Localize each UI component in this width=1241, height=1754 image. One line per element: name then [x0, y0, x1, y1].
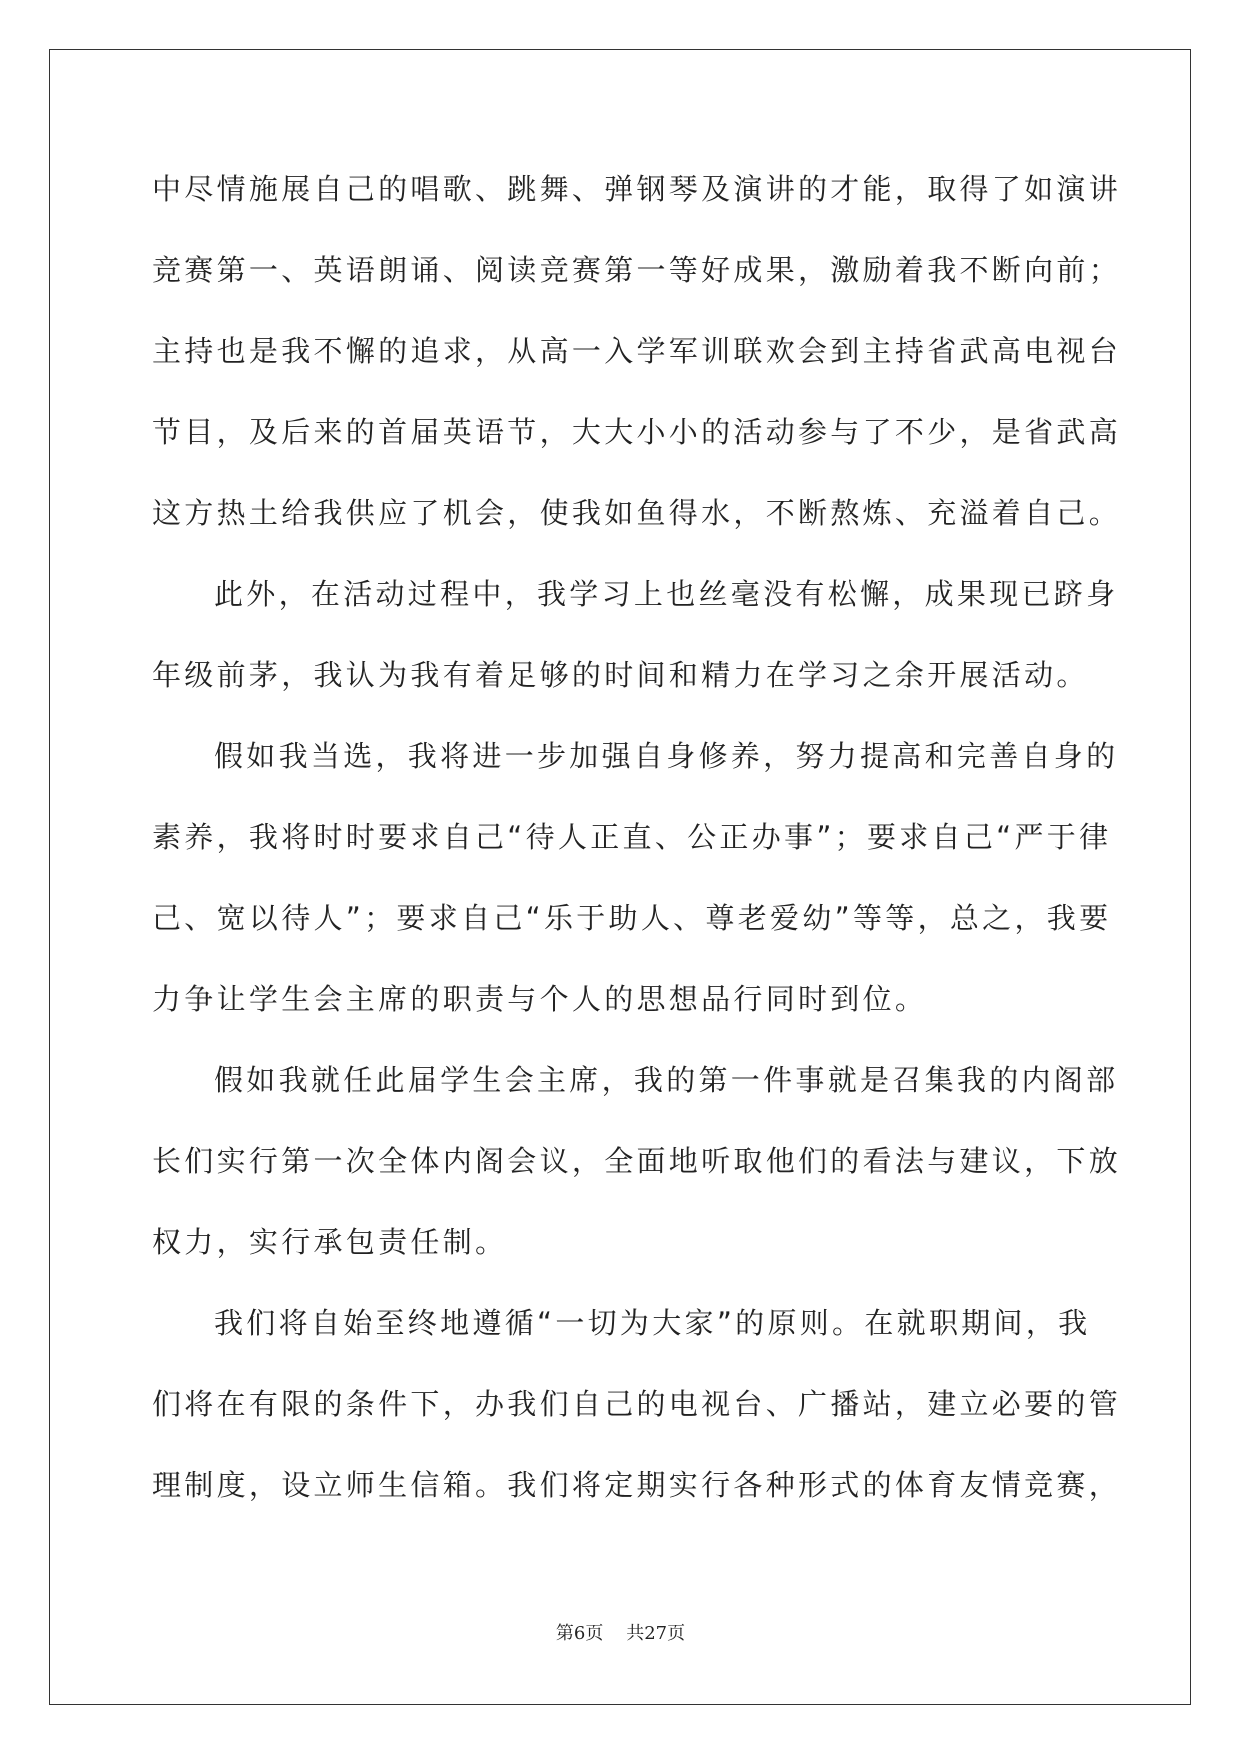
text-line: 这方热土给我供应了机会，使我如鱼得水，不断熬炼、充溢着自己。 [152, 496, 1122, 530]
page-footer [0, 1619, 1241, 1645]
document-body [152, 160, 1122, 1537]
text-line: 主持也是我不懈的追求，从高一入学军训联欢会到主持省武高电视台 [152, 334, 1122, 368]
text-line: 们将在有限的条件下，办我们自己的电视台、广播站，建立必要的管 [152, 1387, 1122, 1421]
text-line: 权力，实行承包责任制。 [152, 1225, 508, 1259]
paragraph-first-line: 此外，在活动过程中，我学习上也丝毫没有松懈，成果现已跻身 [214, 577, 1119, 611]
text-line: 素养，我将时时要求自己“待人正直、公正办事”；要求自己“严于律 [152, 820, 1112, 854]
text-line: 力争让学生会主席的职责与个人的思想品行同时到位。 [152, 982, 928, 1016]
text-line: 竞赛第一、英语朗诵、阅读竞赛第一等好成果，激励着我不断向前； [152, 253, 1122, 287]
text-line: 中尽情施展自己的唱歌、跳舞、弹钢琴及演讲的才能，取得了如演讲 [152, 172, 1122, 206]
text-line: 己、宽以待人”；要求自己“乐于助人、尊老爱幼”等等，总之，我要 [152, 901, 1112, 935]
page-number: 第6页 [555, 1623, 604, 1644]
paragraph-first-line: 假如我当选，我将进一步加强自身修养，努力提高和完善自身的 [214, 739, 1119, 773]
text-line: 节目，及后来的首届英语节，大大小小的活动参与了不少，是省武高 [152, 415, 1122, 449]
text-line: 理制度，设立师生信箱。我们将定期实行各种形式的体育友情竞赛， [152, 1468, 1122, 1502]
paragraph-first-line: 我们将自始至终地遵循“一切为大家”的原则。在就职期间，我 [214, 1306, 1091, 1340]
paragraph-first-line: 假如我就任此届学生会主席，我的第一件事就是召集我的内阁部 [214, 1063, 1119, 1097]
text-line: 长们实行第一次全体内阁会议，全面地听取他们的看法与建议，下放 [152, 1144, 1122, 1178]
text-line: 年级前茅，我认为我有着足够的时间和精力在学习之余开展活动。 [152, 658, 1089, 692]
page-total: 共27页 [626, 1623, 686, 1644]
